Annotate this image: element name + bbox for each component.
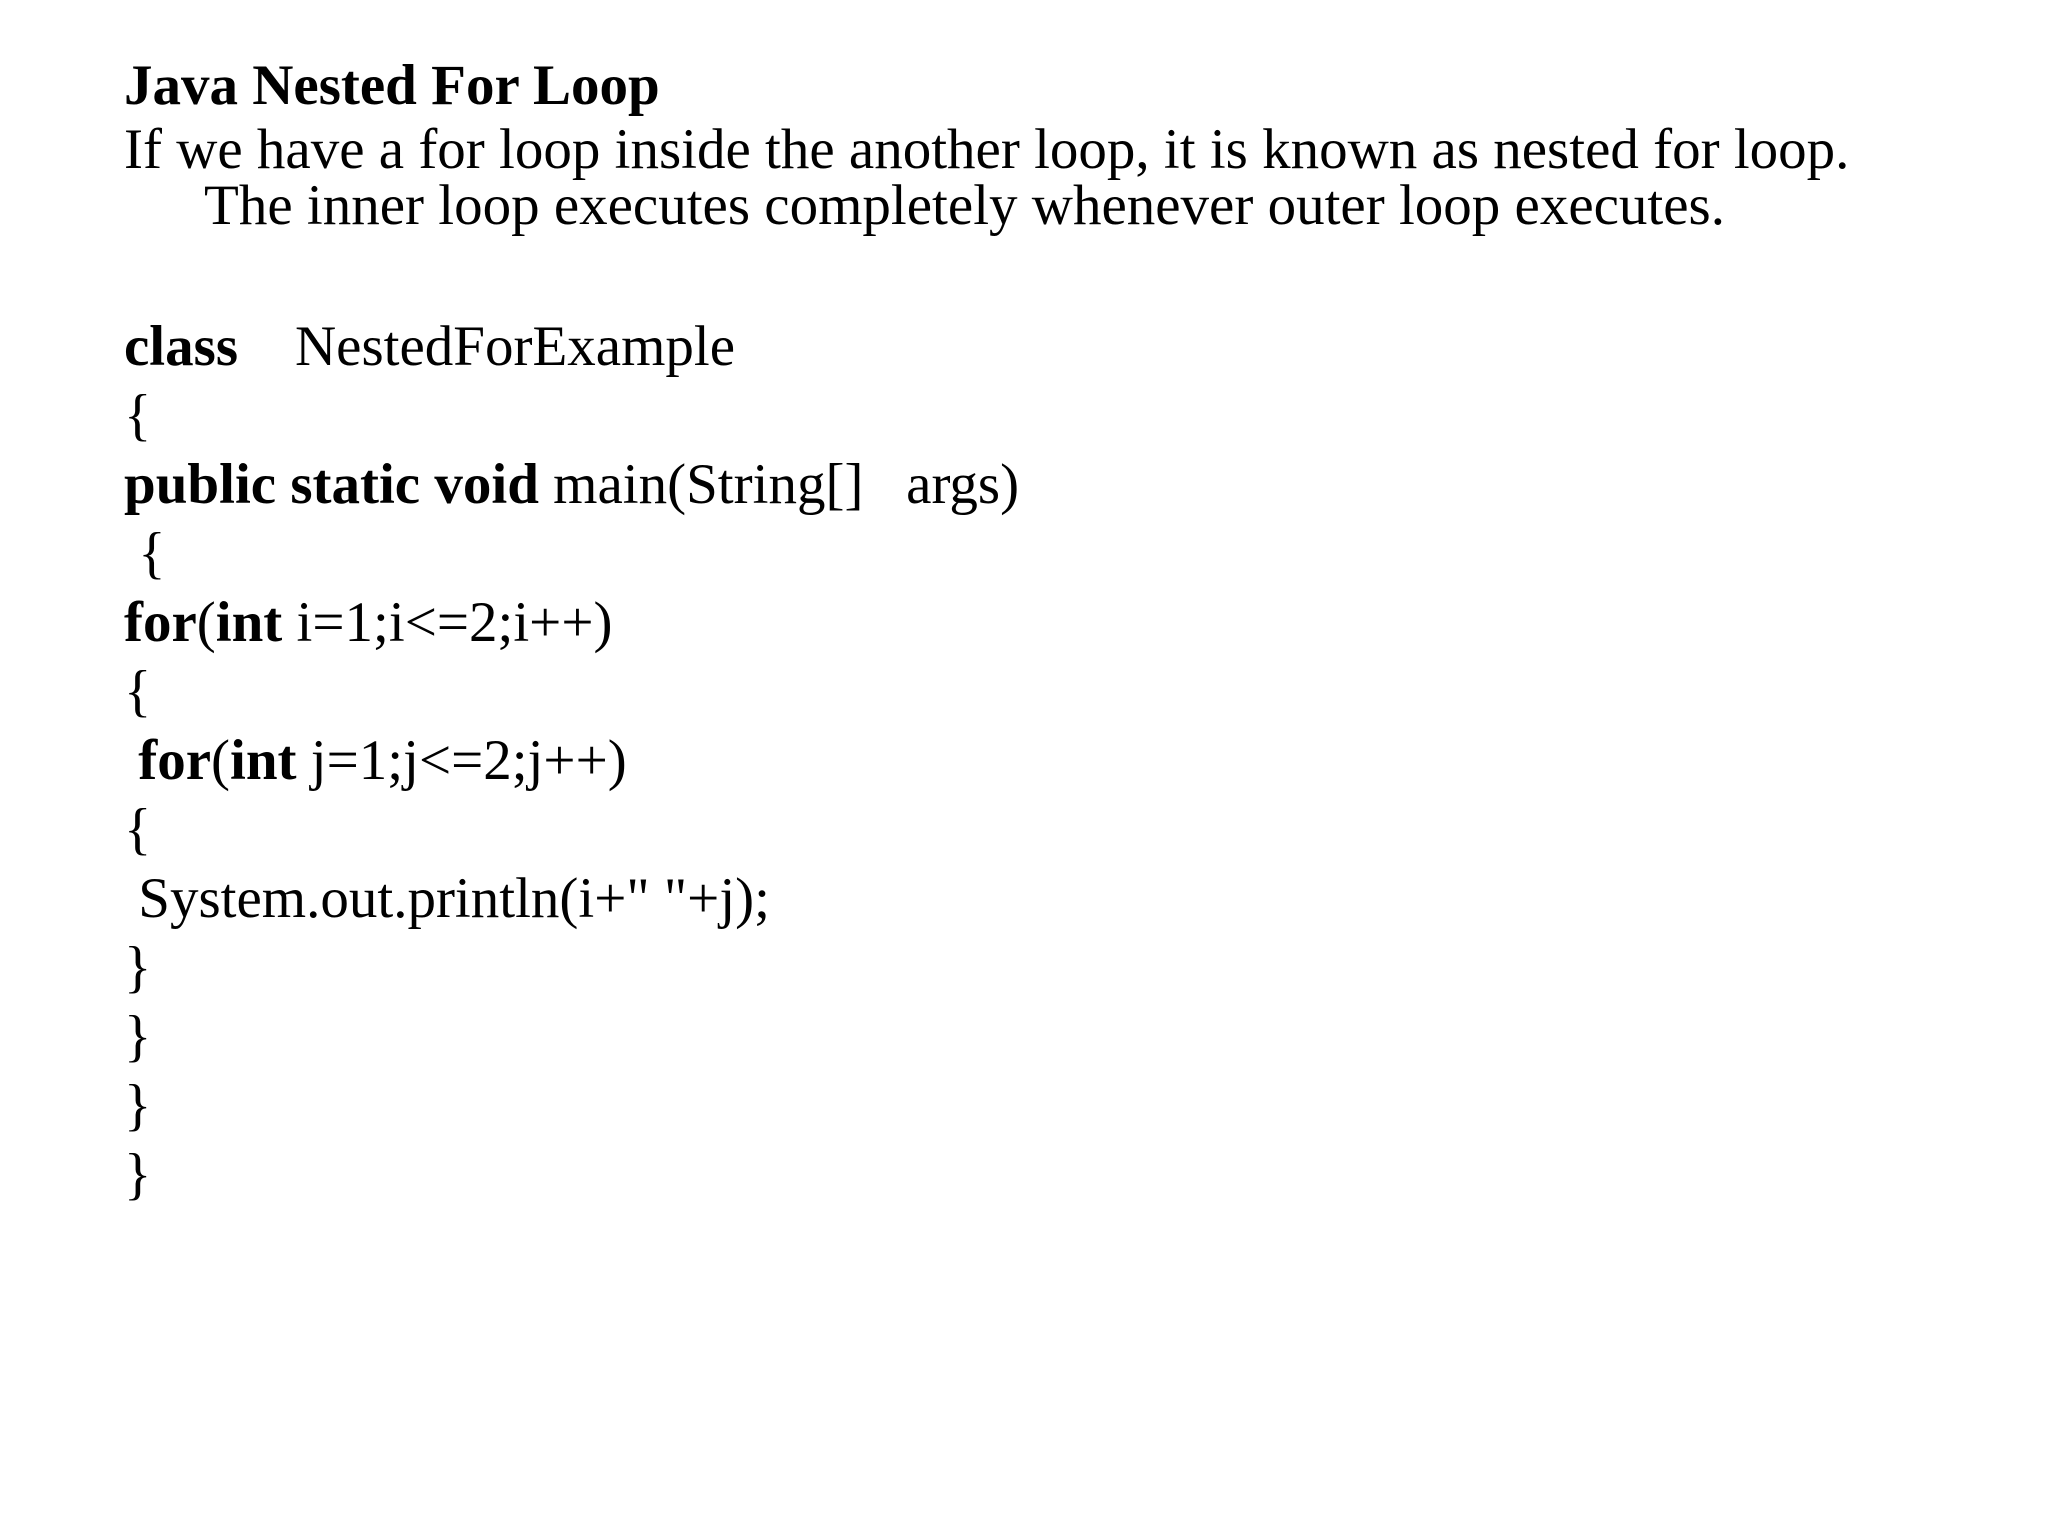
intro-paragraph xyxy=(124,118,2004,237)
keyword-for: for xyxy=(124,591,197,654)
code-line-brace-open: { xyxy=(124,798,152,861)
code-block xyxy=(124,312,1019,1209)
paren: ( xyxy=(196,591,216,654)
code-line-brace-close: } xyxy=(124,1143,152,1206)
code-line-inner-for xyxy=(124,726,1019,795)
code-line-brace-open: { xyxy=(124,384,152,447)
indent xyxy=(124,729,138,792)
code-line-println: System.out.println(i+" "+j); xyxy=(124,867,770,930)
paren: ( xyxy=(211,729,231,792)
code-line-outer-for xyxy=(124,588,1019,657)
outer-loop-condition: i=1;i<=2;i++) xyxy=(282,591,613,654)
class-name: NestedForExample xyxy=(238,315,736,378)
main-signature: main(String[] args) xyxy=(538,453,1020,516)
intro-line-2: The inner loop executes completely whenever outer loop executes. xyxy=(204,174,1725,237)
inner-loop-condition: j=1;j<=2;j++) xyxy=(296,729,627,792)
code-line-brace-open: { xyxy=(124,522,166,585)
code-line-brace-close: } xyxy=(124,1074,152,1137)
keyword-int: int xyxy=(230,729,297,792)
code-line-main xyxy=(124,450,1019,519)
code-line-brace-close: } xyxy=(124,936,152,999)
code-line-brace-close: } xyxy=(124,1005,152,1068)
keyword-for: for xyxy=(138,729,212,792)
keyword-modifiers: public static void xyxy=(124,453,539,516)
code-line-class xyxy=(124,312,1019,381)
keyword-class: class xyxy=(124,315,238,378)
code-line-brace-open: { xyxy=(124,660,152,723)
keyword-int: int xyxy=(215,591,283,654)
intro-line-1: If we have a for loop inside the another loop, it is known as nested for loop. xyxy=(124,118,1850,181)
slide-title: Java Nested For Loop xyxy=(124,54,660,117)
